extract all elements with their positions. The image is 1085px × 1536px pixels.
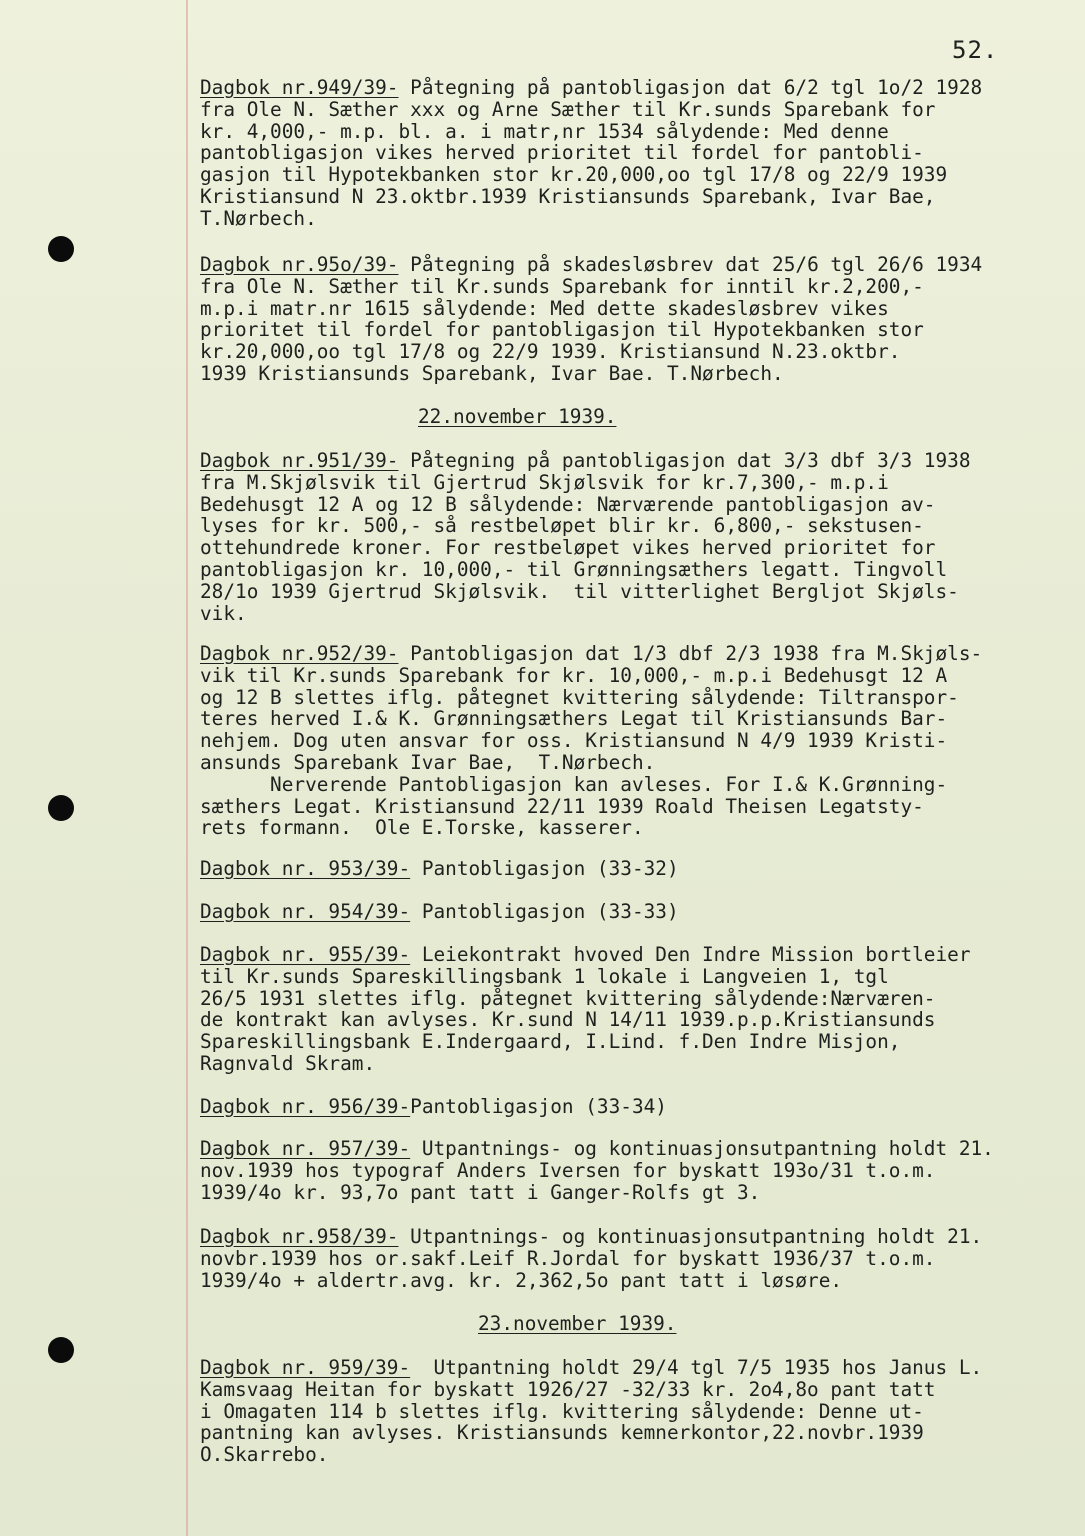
entry-reference: Dagbok nr. 956/39- xyxy=(200,1095,411,1118)
punch-hole-bottom xyxy=(48,1337,74,1363)
entry-text-line: gasjon til Hypotekbanken stor kr.20,000,oo tgl 17/8 og 22/9 1939 xyxy=(200,163,948,187)
entry-text-line: 1939/4o + aldertr.avg. kr. 2,362,5o pant tatt i løsøre. xyxy=(200,1268,843,1292)
entry-text-line: pantobligasjon kr. 10,000,- til Grønningsæthers legatt. Tingvoll xyxy=(200,557,948,581)
entry-text-line: Pantobligasjon dat 1/3 dbf 2/3 1938 fra M.Skjøls- xyxy=(398,642,983,665)
entry-text-line: vik. xyxy=(200,601,247,625)
date-heading-22-november: 22.november 1939. xyxy=(418,405,617,428)
entry-text-line: Ragnvald Skram. xyxy=(200,1051,376,1075)
entry-text-line: ottehundrede kroner. For restbeløpet vikes herved prioritet for xyxy=(200,536,936,560)
entry-text-line: vik til Kr.sunds Sparebank for kr. 10,000,- m.p.i Bedehusgt 12 A xyxy=(200,663,948,687)
entry-text-line: Pantobligasjon (33-33) xyxy=(410,900,679,923)
page-number: 52. xyxy=(952,36,999,64)
entry-955 xyxy=(200,944,1075,1075)
entry-text-line: pantning kan avlyses. Kristiansunds kemnerkontor,22.novbr.1939 xyxy=(200,1421,924,1445)
entry-953 xyxy=(200,858,1075,880)
entry-text-line: rets formann. Ole E.Torske, kasserer. xyxy=(200,816,644,840)
entry-958 xyxy=(200,1226,1075,1291)
entry-text-line: Pantobligasjon (33-34) xyxy=(410,1095,667,1118)
entry-text-line: Påtegning på pantobligasjon dat 6/2 tgl 1o/2 1928 xyxy=(398,76,983,99)
entry-text-line: teres herved I.& K. Grønningsæthers Legat til Kristiansunds Bar- xyxy=(200,707,948,731)
entry-reference: Dagbok nr.95o/39- xyxy=(200,253,399,276)
entry-text-line: til Kr.sunds Spareskillingsbank 1 lokale i Langveien 1, tgl xyxy=(200,964,889,988)
entry-text-line: Påtegning på skadesløsbrev dat 25/6 tgl 26/6 1934 xyxy=(398,253,983,276)
entry-text-line: i Omagaten 114 b slettes iflg. kvittering sålydende: Denne ut- xyxy=(200,1399,924,1423)
entry-text-line: fra M.Skjølsvik til Gjertrud Skjølsvik for kr.7,300,- m.p.i xyxy=(200,470,889,494)
entry-text-line: ansunds Sparebank Ivar Bae, T.Nørbech. xyxy=(200,750,656,774)
entry-954 xyxy=(200,901,1075,923)
entry-reference: Dagbok nr. 953/39- xyxy=(200,857,411,880)
punch-hole-middle xyxy=(48,795,74,821)
entry-text-line: Kamsvaag Heitan for byskatt 1926/27 -32/33 kr. 2o4,8o pant tatt xyxy=(200,1377,936,1401)
entry-text-line: fra Ole N. Sæther xxx og Arne Sæther til Kr.sunds Sparebank for xyxy=(200,97,936,121)
entry-957 xyxy=(200,1138,1075,1203)
entry-951 xyxy=(200,450,1075,624)
entry-text-line: Utpantnings- og kontinuasjonsutpantning holdt 21. xyxy=(410,1137,994,1160)
entry-text-line: lyses for kr. 500,- så restbeløpet blir kr. 6,800,- sekstusen- xyxy=(200,514,924,538)
entry-text-line: 26/5 1931 slettes iflg. påtegnet kvittering sålydende:Nærværen- xyxy=(200,986,936,1010)
entry-reference: Dagbok nr. 957/39- xyxy=(200,1137,411,1160)
date-heading-23-november: 23.november 1939. xyxy=(478,1312,677,1335)
margin-rule xyxy=(186,0,188,1536)
entry-text-line: Påtegning på pantobligasjon dat 3/3 dbf 3/3 1938 xyxy=(398,449,971,472)
punch-hole-top xyxy=(48,236,74,262)
entry-reference: Dagbok nr. 959/39- xyxy=(200,1356,411,1379)
entry-text-line: Spareskillingsbank E.Indergaard, I.Lind. f.Den Indre Misjon, xyxy=(200,1030,901,1054)
entry-text-line: og 12 B slettes iflg. påtegnet kvittering sålydende: Tiltranspor- xyxy=(200,685,959,709)
entry-949 xyxy=(200,77,1075,230)
entry-reference: Dagbok nr.951/39- xyxy=(200,449,399,472)
entry-reference: Dagbok nr.949/39- xyxy=(200,76,399,99)
entry-text-line: nehjem. Dog uten ansvar for oss. Kristiansund N 4/9 1939 Kristi- xyxy=(200,729,948,753)
entry-text-line: T.Nørbech. xyxy=(200,206,317,230)
entry-text-line: sæthers Legat. Kristiansund 22/11 1939 Roald Theisen Legatsty- xyxy=(200,794,924,818)
entry-reference: Dagbok nr. 954/39- xyxy=(200,900,411,923)
entry-text-line: 1939 Kristiansunds Sparebank, Ivar Bae. T.Nørbech. xyxy=(200,361,784,385)
entry-text-line: kr. 4,000,- m.p. bl. a. i matr,nr 1534 sålydende: Med denne xyxy=(200,119,889,143)
entry-reference: Dagbok nr. 955/39- xyxy=(200,943,411,966)
entry-text-line: Utpantnings- og kontinuasjonsutpantning holdt 21. xyxy=(398,1225,983,1248)
entry-text-line: de kontrakt kan avlyses. Kr.sund N 14/11 1939.p.p.Kristiansunds xyxy=(200,1008,936,1032)
entry-text-line: fra Ole N. Sæther til Kr.sunds Sparebank for inntil kr.2,200,- xyxy=(200,274,924,298)
entry-959 xyxy=(200,1357,1075,1466)
entry-952 xyxy=(200,643,1075,839)
entry-text-line: pantobligasjon vikes herved prioritet til fordel for pantobli- xyxy=(200,141,924,165)
entry-956 xyxy=(200,1096,1075,1118)
entry-text-line: O.Skarrebo. xyxy=(200,1443,329,1467)
entry-text-line: Leiekontrakt hvoved Den Indre Mission bortleier xyxy=(410,943,971,966)
entry-reference: Dagbok nr.958/39- xyxy=(200,1225,399,1248)
entry-text-line: Pantobligasjon (33-32) xyxy=(410,857,679,880)
entry-text-line: kr.20,000,oo tgl 17/8 og 22/9 1939. Kristiansund N.23.oktbr. xyxy=(200,340,901,364)
entry-text-line: novbr.1939 hos or.sakf.Leif R.Jordal for byskatt 1936/37 t.o.m. xyxy=(200,1246,936,1270)
entry-text-line: Utpantning holdt 29/4 tgl 7/5 1935 hos Janus L. xyxy=(410,1356,983,1379)
entry-text-line: 28/1o 1939 Gjertrud Skjølsvik. til vitterlighet Bergljot Skjøls- xyxy=(200,579,959,603)
entry-reference: Dagbok nr.952/39- xyxy=(200,642,399,665)
entry-text-line: 1939/4o kr. 93,7o pant tatt i Ganger-Rolfs gt 3. xyxy=(200,1180,761,1204)
entry-text-line: m.p.i matr.nr 1615 sålydende: Med dette skadesløsbrev vikes xyxy=(200,296,889,320)
entry-text-line: Kristiansund N 23.oktbr.1939 Kristiansunds Sparebank, Ivar Bae, xyxy=(200,184,936,208)
entry-text-line: Nerverende Pantobligasjon kan avleses. For I.& K.Grønning- xyxy=(200,772,948,796)
entry-text-line: nov.1939 hos typograf Anders Iversen for byskatt 193o/31 t.o.m. xyxy=(200,1158,936,1182)
entry-950 xyxy=(200,254,1075,385)
entry-text-line: Bedehusgt 12 A og 12 B sålydende: Nærværende pantobligasjon av- xyxy=(200,492,936,516)
entry-text-line: prioritet til fordel for pantobligasjon til Hypotekbanken stor xyxy=(200,318,924,342)
